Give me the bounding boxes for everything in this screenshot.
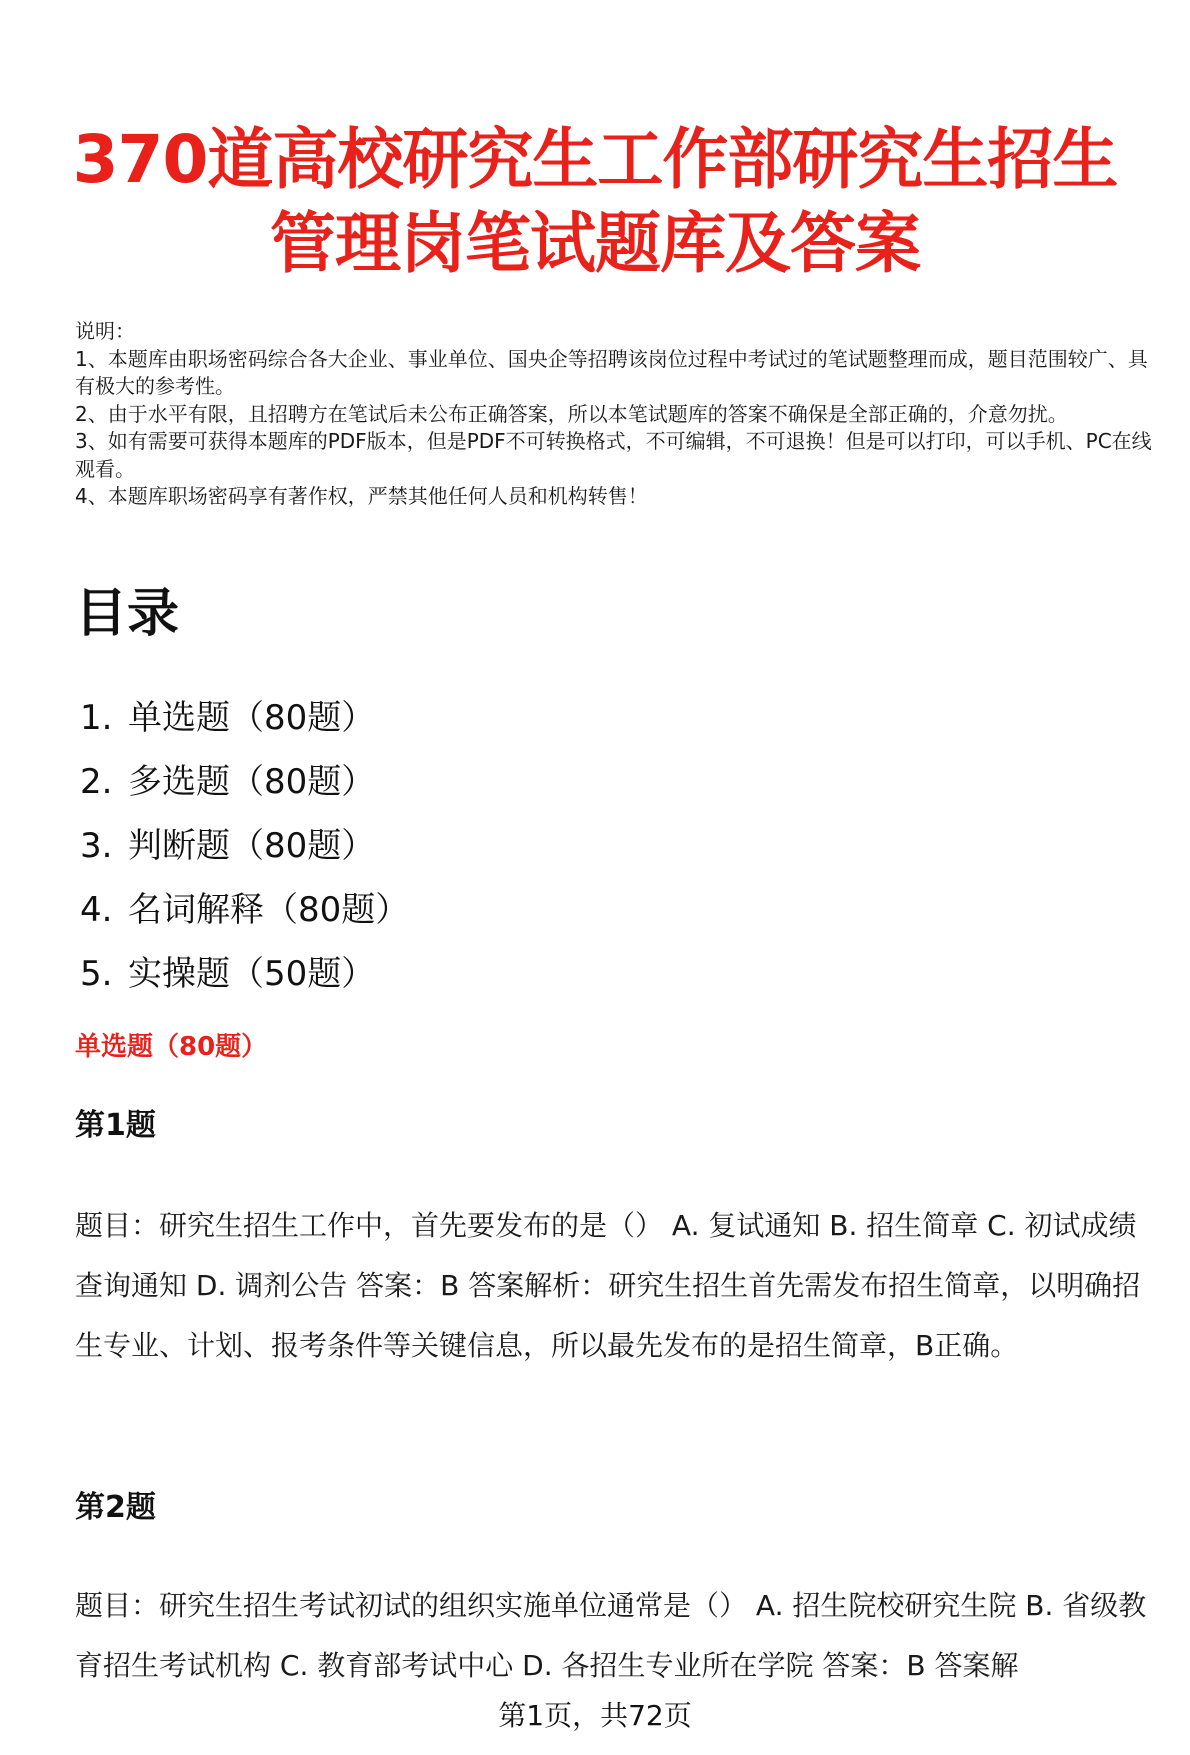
section-heading: 单选题（80题） [75,1032,268,1062]
toc-item-label: 判断题（80题） [128,826,376,866]
toc-item[interactable] [80,750,409,814]
document-title [40,118,1150,286]
note-item-1: 1、本题库由职场密码综合各大企业、事业单位、国央企等招聘该岗位过程中考试过的笔试题整理而成，题目范围较广、具有极大的参考性。 [75,346,1148,398]
notes-label: 说明： [75,319,135,343]
note-item-2: 2、由于水平有限，且招聘方在笔试后未公布正确答案，所以本笔试题库的答案不确保是全部正确的，介意勿扰。 [75,401,1068,426]
note-item-4: 4、本题库职场密码享有著作权，严禁其他任何人员和机构转售！ [75,484,648,508]
title-line-1: 370道高校研究生工作部研究生招生 [72,121,1118,198]
notes-block [75,318,1155,511]
toc-item-number: 4. [80,890,113,930]
toc-item-number: 5. [80,954,113,994]
question-heading: 第1题 [75,1108,156,1143]
toc-item-label: 多选题（80题） [128,762,376,802]
toc-item-number: 1. [80,698,113,738]
toc-item-label: 实操题（50题） [128,954,376,994]
question-heading: 第2题 [75,1490,156,1525]
toc-item[interactable] [80,942,409,1006]
note-item-3: 3、如有需要可获得本题库的PDF版本，但是PDF不可转换格式，不可编辑，不可退换！但是可以打印，可以手机、PC在线观看。 [75,429,1152,481]
toc-item-number: 3. [80,826,113,866]
toc-item-label: 单选题（80题） [128,698,376,738]
question-text: 题目：研究生招生考试初试的组织实施单位通常是（） A. 招生院校研究生院 B. 省级教育招生考试机构 C. 教育部考试中心 D. 各招生专业所在学院 答案：B 答案解 [75,1589,1147,1682]
toc-item[interactable] [80,878,409,942]
table-of-contents [80,686,409,1006]
toc-heading: 目录 [75,584,180,644]
page-number: 第1页，共72页 [498,1699,692,1732]
toc-item-label: 名词解释（80题） [128,890,410,930]
toc-item[interactable] [80,814,409,878]
toc-item-number: 2. [80,762,113,802]
question-text: 题目：研究生招生工作中，首先要发布的是（） A. 复试通知 B. 招生简章 C. 初试成绩查询通知 D. 调剂公告 答案：B 答案解析：研究生招生首先需发布招生简章，以明确招生专业、计划、报考条件等关键信息，所以最先发布的是招生简章，B正确。 [75,1209,1141,1362]
title-line-2: 管理岗笔试题库及答案 [270,205,920,282]
toc-item[interactable] [80,686,409,750]
